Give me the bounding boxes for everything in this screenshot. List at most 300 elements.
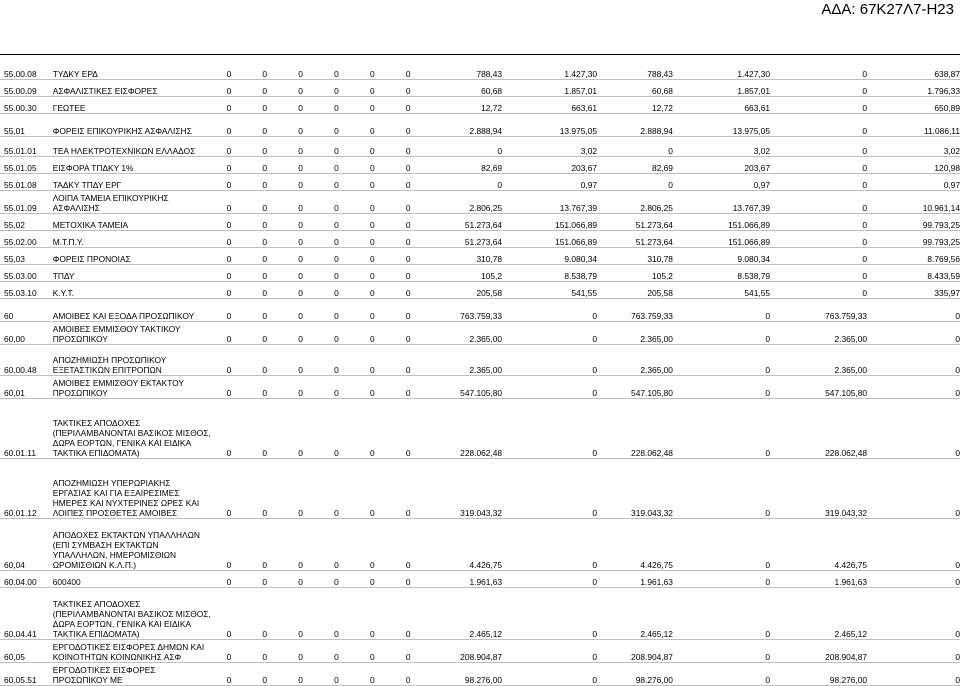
col-b: 0 (262, 202, 268, 213)
col-a: 0 (226, 364, 232, 375)
col-f: 0 (405, 364, 411, 375)
col-f: 0 (405, 310, 411, 321)
credit-total: 0 (765, 447, 771, 458)
debit-total: 60,68 (652, 85, 673, 96)
col-a: 0 (226, 162, 232, 173)
credit-balance: 0 (955, 447, 960, 458)
account-code: 55.01.09 (4, 202, 37, 213)
account-description: ΤΑΚΤΙΚΕΣ ΑΠΟΔΟΧΕΣ (ΠΕΡΙΛΑΜΒΑΝΟΝΤΑΙ ΒΑΣΙΚΟΣ ΜΙΣΘΟΣ, ΔΩΡΑ ΕΟΡΤΩΝ, ΓΕΝΙΚΑ ΚΑΙ ΕΙΔΙΚΑ ΤΑΚΤΙΚΑ ΕΠΙΔΟΜΑΤΑ) (52, 598, 211, 639)
account-description: ΤΠΔΥ (52, 270, 75, 281)
col-b: 0 (262, 628, 268, 639)
account-description: ΑΜΟΙΒΕΣ ΕΜΜΙΣΘΟΥ ΤΑΚΤΙΚΟΥ ΠΡΟΣΩΠΙΚΟΥ (52, 323, 181, 344)
col-f: 0 (405, 576, 411, 587)
col-a: 0 (226, 102, 232, 113)
col-e: 0 (370, 447, 375, 458)
debit-balance: 0 (862, 219, 868, 230)
credit-period: 151.066,89 (555, 236, 598, 247)
debit-balance: 208.904,87 (825, 651, 868, 662)
col-e: 0 (370, 507, 375, 518)
account-description: ΛΟΙΠΑ ΤΑΜΕΙΑ ΕΠΙΚΟΥΡΙΚΗΣ ΑΣΦΑΛΙΣΗΣ (52, 192, 169, 213)
col-a: 0 (226, 310, 232, 321)
credit-period: 663,61 (571, 102, 598, 113)
debit-total: 319.043,32 (631, 507, 673, 518)
col-b: 0 (262, 674, 268, 685)
col-e: 0 (370, 576, 375, 587)
table-row (0, 113, 960, 136)
table-row (0, 639, 960, 662)
account-description: ΑΠΟΖΗΜΙΩΣΗ ΥΠΕΡΩΡΙΑΚΗΣ ΕΡΓΑΣΙΑΣ ΚΑΙ ΓΙΑ ΕΞΑΙΡΕΣΙΜΕΣ ΗΜΕΡΕΣ ΚΑΙ ΝΥΧΤΕΡΙΝΕΣ ΩΡΕΣ ΚΑΙ ΛΟΙΠΕΣ ΠΡΟΣΘΕΤΕΣ ΑΜΟΙΒΕΣ (52, 477, 200, 518)
debit-balance: 2.465,12 (834, 628, 868, 639)
table-row (0, 213, 960, 230)
credit-total: 0 (765, 310, 771, 321)
col-c: 0 (298, 162, 303, 173)
credit-balance: 0 (955, 333, 960, 344)
credit-balance: 0 (955, 628, 960, 639)
account-code: 55.01.05 (4, 162, 37, 173)
col-f: 0 (405, 125, 411, 136)
col-f: 0 (405, 253, 411, 264)
col-c: 0 (298, 674, 303, 685)
table-row (0, 156, 960, 173)
col-b: 0 (262, 219, 268, 230)
col-d: 0 (334, 576, 339, 587)
col-c: 0 (298, 125, 303, 136)
top-rule (0, 54, 960, 55)
account-description: ΦΟΡΕΙΣ ΕΠΙΚΟΥΡΙΚΗΣ ΑΣΦΑΛΙΣΗΣ (52, 125, 192, 136)
account-code: 60.01.12 (4, 507, 37, 518)
col-f: 0 (405, 179, 411, 190)
col-f: 0 (405, 507, 411, 518)
debit-balance: 0 (862, 162, 868, 173)
table-row (0, 190, 960, 213)
col-e: 0 (370, 333, 375, 344)
table-row (0, 321, 960, 344)
debit-balance: 98.276,00 (829, 674, 868, 685)
col-e: 0 (370, 219, 375, 230)
credit-total: 0 (765, 559, 771, 570)
debit-period: 0 (497, 179, 503, 190)
col-b: 0 (262, 507, 268, 518)
account-code: 60.05.51 (4, 674, 37, 685)
col-b: 0 (262, 447, 268, 458)
credit-period: 3,02 (580, 145, 598, 156)
col-a: 0 (226, 270, 232, 281)
credit-total: 0,97 (753, 179, 771, 190)
table-row (0, 298, 960, 321)
col-f: 0 (405, 102, 411, 113)
debit-balance: 0 (862, 179, 868, 190)
col-c: 0 (298, 85, 303, 96)
debit-balance: 0 (862, 102, 868, 113)
debit-total: 51.273,64 (635, 236, 673, 247)
col-e: 0 (370, 102, 375, 113)
col-c: 0 (298, 364, 303, 375)
debit-balance: 0 (862, 145, 868, 156)
credit-balance: 650,89 (934, 102, 960, 113)
col-d: 0 (334, 202, 339, 213)
col-b: 0 (262, 145, 268, 156)
credit-total: 151.066,89 (728, 219, 771, 230)
col-c: 0 (298, 102, 303, 113)
account-code: 60 (4, 310, 14, 321)
col-d: 0 (334, 68, 339, 79)
col-a: 0 (226, 559, 232, 570)
col-b: 0 (262, 333, 268, 344)
col-b: 0 (262, 287, 268, 298)
table-row (0, 230, 960, 247)
ada-code: ΑΔΑ: 67Κ27Λ7-Η23 (821, 1, 954, 18)
debit-total: 12,72 (652, 102, 673, 113)
col-e: 0 (370, 179, 375, 190)
col-c: 0 (298, 310, 303, 321)
credit-balance: 11.086,11 (923, 125, 960, 136)
debit-total: 0 (668, 179, 673, 190)
debit-balance: 0 (862, 253, 868, 264)
credit-period: 1.857,01 (564, 85, 598, 96)
col-d: 0 (334, 219, 339, 230)
credit-balance: 638,87 (934, 68, 960, 79)
credit-balance: 99.793,25 (922, 236, 960, 247)
debit-balance: 0 (862, 68, 868, 79)
col-c: 0 (298, 270, 303, 281)
credit-period: 0 (592, 651, 598, 662)
credit-period: 8.538,79 (564, 270, 598, 281)
col-c: 0 (298, 559, 303, 570)
col-f: 0 (405, 333, 411, 344)
debit-period: 2.465,12 (469, 628, 503, 639)
col-e: 0 (370, 145, 375, 156)
debit-total: 310,78 (647, 253, 673, 264)
table-row (0, 281, 960, 298)
col-b: 0 (262, 179, 268, 190)
debit-total: 4.426,75 (640, 559, 673, 570)
account-code: 55.02.00 (4, 236, 37, 247)
table-row (0, 62, 960, 79)
credit-period: 0 (592, 507, 598, 518)
account-code: 55.01.08 (4, 179, 37, 190)
col-a: 0 (226, 179, 232, 190)
col-a: 0 (226, 85, 232, 96)
credit-total: 0 (765, 507, 771, 518)
credit-period: 13.767,39 (559, 202, 598, 213)
debit-period: 228.062,48 (460, 447, 503, 458)
debit-period: 98.276,00 (464, 674, 503, 685)
credit-balance: 0 (955, 651, 960, 662)
table-row (0, 247, 960, 264)
col-c: 0 (298, 145, 303, 156)
col-b: 0 (262, 310, 268, 321)
account-description: Μ.Τ.Π.Υ. (52, 236, 84, 247)
account-description: ΑΠΟΔΟΧΕΣ ΕΚΤΑΚΤΩΝ ΥΠΑΛΛΗΛΩΝ (ΕΠΙ ΣΥΜΒΑΣΗ ΕΚΤΑΚΤΩΝ ΥΠΑΛΛΗΛΩΝ, ΗΜΕΡΟΜΙΣΘΙΩΝ ΩΡΟΜΙΣΘΙΩΝ Κ.Λ.Π.) (52, 529, 200, 570)
col-e: 0 (370, 125, 375, 136)
account-code: 60,01 (4, 387, 25, 398)
credit-balance: 0 (955, 364, 960, 375)
account-code: 60.04.41 (4, 628, 37, 639)
debit-total: 2.465,12 (640, 628, 673, 639)
account-code: 60,05 (4, 651, 25, 662)
debit-total: 2.806,25 (640, 202, 673, 213)
col-b: 0 (262, 236, 268, 247)
col-b: 0 (262, 270, 268, 281)
col-c: 0 (298, 447, 303, 458)
credit-total: 1.427,30 (737, 68, 771, 79)
col-c: 0 (298, 628, 303, 639)
debit-balance: 0 (862, 270, 868, 281)
col-c: 0 (298, 219, 303, 230)
account-description: ΕΡΓΟΔΟΤΙΚΕΣ ΕΙΣΦΟΡΕΣ ΔΗΜΩΝ ΚΑΙ ΚΟΙΝΟΤΗΤΩΝ ΚΟΙΝΩΝΙΚΗΣ ΑΣΦ (52, 641, 205, 662)
account-description: ΤΥΔΚΥ ΕΡΔ (52, 68, 98, 79)
credit-total: 8.538,79 (737, 270, 771, 281)
col-e: 0 (370, 68, 375, 79)
credit-period: 0 (592, 333, 598, 344)
credit-period: 0 (592, 387, 598, 398)
col-c: 0 (298, 287, 303, 298)
table-row (0, 96, 960, 113)
account-description: ΕΙΣΦΟΡΑ ΤΠΔΚΥ 1% (52, 162, 134, 173)
credit-balance: 0 (955, 674, 960, 685)
trial-balance-table (0, 62, 960, 686)
col-f: 0 (405, 651, 411, 662)
credit-period: 0 (592, 559, 598, 570)
col-d: 0 (334, 236, 339, 247)
credit-balance: 10.961,14 (922, 202, 960, 213)
debit-balance: 4.426,75 (834, 559, 868, 570)
credit-balance: 335,97 (934, 287, 960, 298)
col-e: 0 (370, 287, 375, 298)
debit-period: 319.043,32 (460, 507, 503, 518)
col-f: 0 (405, 85, 411, 96)
col-e: 0 (370, 310, 375, 321)
debit-total: 2.365,00 (640, 364, 673, 375)
debit-period: 763.759,33 (460, 310, 503, 321)
credit-total: 0 (765, 651, 771, 662)
credit-balance: 0 (955, 387, 960, 398)
col-a: 0 (226, 145, 232, 156)
col-a: 0 (226, 68, 232, 79)
credit-total: 13.975,05 (732, 125, 771, 136)
debit-period: 2.365,00 (469, 364, 503, 375)
account-description: ΤΑΚΤΙΚΕΣ ΑΠΟΔΟΧΕΣ (ΠΕΡΙΛΑΜΒΑΝΟΝΤΑΙ ΒΑΣΙΚΟΣ ΜΙΣΘΟΣ, ΔΩΡΑ ΕΟΡΤΩΝ, ΓΕΝΙΚΑ ΚΑΙ ΕΙΔΙΚΑ ΤΑΚΤΙΚΑ ΕΠΙΔΟΜΑΤΑ) (52, 417, 211, 458)
debit-period: 547.105,80 (460, 387, 503, 398)
col-e: 0 (370, 253, 375, 264)
credit-period: 0 (592, 628, 598, 639)
col-a: 0 (226, 333, 232, 344)
account-description: ΑΣΦΑΛΙΣΤΙΚΕΣ ΕΙΣΦΟΡΕΣ (52, 85, 158, 96)
col-a: 0 (226, 651, 232, 662)
debit-total: 788,43 (647, 68, 673, 79)
col-d: 0 (334, 102, 339, 113)
col-f: 0 (405, 387, 411, 398)
debit-total: 51.273,64 (635, 219, 673, 230)
credit-total: 13.767,39 (732, 202, 771, 213)
col-e: 0 (370, 202, 375, 213)
debit-period: 2.806,25 (469, 202, 503, 213)
credit-balance: 0 (955, 310, 960, 321)
table-row (0, 375, 960, 398)
col-f: 0 (405, 447, 411, 458)
col-d: 0 (334, 447, 339, 458)
account-description: ΕΡΓΟΔΟΤΙΚΕΣ ΕΙΣΦΟΡΕΣ ΠΡΟΣΩΠΙΚΟΥ ΜΕ (52, 664, 156, 685)
col-e: 0 (370, 236, 375, 247)
col-d: 0 (334, 674, 339, 685)
account-code: 55,02 (4, 219, 25, 230)
col-e: 0 (370, 270, 375, 281)
col-b: 0 (262, 253, 268, 264)
credit-period: 0,97 (580, 179, 598, 190)
account-code: 55.03.00 (4, 270, 37, 281)
col-a: 0 (226, 287, 232, 298)
debit-balance: 0 (862, 287, 868, 298)
credit-total: 151.066,89 (728, 236, 771, 247)
table-row (0, 173, 960, 190)
account-code: 60.04.00 (4, 576, 37, 587)
credit-balance: 0 (955, 559, 960, 570)
debit-period: 4.426,75 (469, 559, 503, 570)
account-code: 60.00.48 (4, 364, 37, 375)
table-row (0, 264, 960, 281)
debit-balance: 0 (862, 85, 868, 96)
debit-period: 2.888,94 (469, 125, 503, 136)
credit-balance: 8.769,56 (927, 253, 960, 264)
col-e: 0 (370, 162, 375, 173)
col-b: 0 (262, 162, 268, 173)
col-f: 0 (405, 559, 411, 570)
table-row (0, 344, 960, 375)
account-description: ΜΕΤΟΧΙΚΑ ΤΑΜΕΙΑ (52, 219, 129, 230)
col-d: 0 (334, 628, 339, 639)
credit-balance: 120,98 (934, 162, 960, 173)
debit-period: 2.365,00 (469, 333, 503, 344)
col-e: 0 (370, 674, 375, 685)
credit-period: 1.427,30 (564, 68, 598, 79)
col-d: 0 (334, 387, 339, 398)
col-d: 0 (334, 253, 339, 264)
table-row (0, 570, 960, 587)
col-d: 0 (334, 364, 339, 375)
account-code: 55,03 (4, 253, 25, 264)
credit-balance: 0,97 (943, 179, 960, 190)
account-code: 55.00.30 (4, 102, 37, 113)
account-code: 60,00 (4, 333, 25, 344)
col-b: 0 (262, 387, 268, 398)
col-b: 0 (262, 85, 268, 96)
debit-total: 2.365,00 (640, 333, 673, 344)
debit-balance: 2.365,00 (834, 364, 868, 375)
col-b: 0 (262, 68, 268, 79)
debit-period: 51.273,64 (464, 219, 503, 230)
col-b: 0 (262, 364, 268, 375)
col-f: 0 (405, 219, 411, 230)
credit-total: 9.080,34 (737, 253, 771, 264)
credit-total: 0 (765, 674, 771, 685)
debit-period: 60,68 (481, 85, 503, 96)
account-code: 55.00.08 (4, 68, 37, 79)
debit-period: 105,2 (481, 270, 503, 281)
debit-total: 205,58 (647, 287, 673, 298)
col-c: 0 (298, 651, 303, 662)
col-a: 0 (226, 219, 232, 230)
col-d: 0 (334, 162, 339, 173)
col-d: 0 (334, 651, 339, 662)
col-c: 0 (298, 333, 303, 344)
col-d: 0 (334, 507, 339, 518)
debit-total: 0 (668, 145, 673, 156)
col-e: 0 (370, 651, 375, 662)
credit-period: 0 (592, 674, 598, 685)
col-f: 0 (405, 287, 411, 298)
account-description: ΓΕΩΤΕΕ (52, 102, 86, 113)
account-description: ΤΕΑ ΗΛΕΚΤΡΟΤΕΧΝΙΚΩΝ ΕΛΛΑΔΟΣ (52, 145, 196, 156)
col-f: 0 (405, 162, 411, 173)
credit-total: 663,61 (744, 102, 771, 113)
account-description: Κ.Υ.Τ. (52, 287, 75, 298)
debit-balance: 1.961,63 (834, 576, 868, 587)
table-row (0, 587, 960, 639)
debit-balance: 0 (862, 202, 868, 213)
credit-period: 0 (592, 576, 598, 587)
credit-period: 9.080,34 (564, 253, 598, 264)
credit-total: 3,02 (753, 145, 771, 156)
debit-balance: 2.365,00 (834, 333, 868, 344)
col-a: 0 (226, 507, 232, 518)
debit-total: 228.062,48 (631, 447, 673, 458)
table-row (0, 518, 960, 570)
account-code: 55.03.10 (4, 287, 37, 298)
table-row (0, 136, 960, 156)
debit-balance: 0 (862, 125, 868, 136)
account-code: 55,01 (4, 125, 25, 136)
col-c: 0 (298, 202, 303, 213)
col-a: 0 (226, 628, 232, 639)
col-f: 0 (405, 145, 411, 156)
credit-period: 151.066,89 (555, 219, 598, 230)
debit-total: 82,69 (652, 162, 673, 173)
col-e: 0 (370, 628, 375, 639)
credit-balance: 8.433,59 (927, 270, 960, 281)
col-d: 0 (334, 333, 339, 344)
credit-total: 203,67 (744, 162, 771, 173)
col-a: 0 (226, 387, 232, 398)
col-c: 0 (298, 576, 303, 587)
col-c: 0 (298, 253, 303, 264)
account-code: 60,04 (4, 559, 25, 570)
col-a: 0 (226, 674, 232, 685)
debit-total: 98.276,00 (635, 674, 673, 685)
table-row (0, 458, 960, 518)
debit-period: 310,78 (476, 253, 503, 264)
col-b: 0 (262, 576, 268, 587)
col-f: 0 (405, 202, 411, 213)
col-c: 0 (298, 387, 303, 398)
col-b: 0 (262, 651, 268, 662)
debit-total: 763.759,33 (631, 310, 673, 321)
debit-balance: 319.043,32 (825, 507, 868, 518)
credit-total: 0 (765, 364, 771, 375)
debit-total: 2.888,94 (640, 125, 673, 136)
col-c: 0 (298, 179, 303, 190)
debit-period: 0 (497, 145, 503, 156)
credit-period: 0 (592, 310, 598, 321)
debit-balance: 0 (862, 236, 868, 247)
col-f: 0 (405, 270, 411, 281)
account-code: 60.01.11 (4, 447, 36, 458)
credit-total: 0 (765, 576, 771, 587)
credit-balance: 0 (955, 507, 960, 518)
account-code: 55.01.01 (4, 145, 37, 156)
col-e: 0 (370, 387, 375, 398)
credit-balance: 3,02 (943, 145, 960, 156)
debit-balance: 763.759,33 (825, 310, 868, 321)
